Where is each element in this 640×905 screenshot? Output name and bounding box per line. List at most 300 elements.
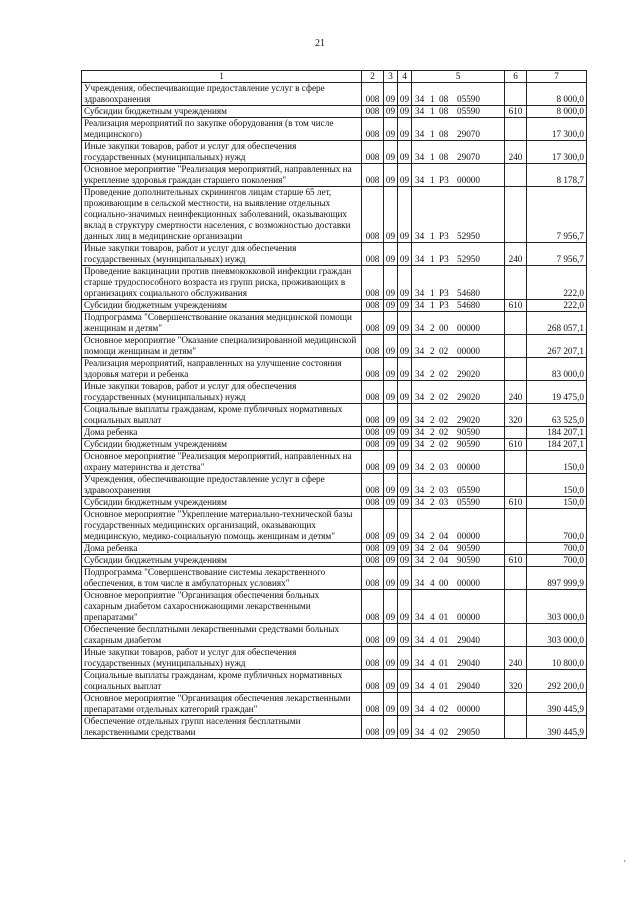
row-target-article-code <box>412 555 505 567</box>
row-name: Учреждения, обеспечивающие предоставление услуг в сфере здравоохранения <box>82 83 362 106</box>
target-article-part: Р3 <box>439 288 449 298</box>
target-article-part: 34 <box>415 531 425 541</box>
row-ministry-code: 008 <box>362 83 384 106</box>
row-name: Обеспечение отдельных групп населения бесплатными лекарственными средствами <box>82 716 362 739</box>
table-header-row <box>82 71 587 83</box>
row-name: Субсидии бюджетным учреждениям <box>82 300 362 312</box>
target-article-part: 4 <box>430 727 435 737</box>
row-expense-type-code <box>505 590 527 624</box>
target-article-part: 34 <box>415 727 425 737</box>
scan-mark: , <box>623 853 626 863</box>
row-name: Субсидии бюджетным учреждениям <box>82 106 362 118</box>
row-amount: 8 000,0 <box>527 83 587 106</box>
row-amount: 268 057,1 <box>527 312 587 335</box>
target-article-part: 01 <box>439 635 449 645</box>
row-amount: 267 207,1 <box>527 335 587 358</box>
row-subsection-code: 09 <box>398 335 412 358</box>
row-subsection-code: 09 <box>398 693 412 716</box>
target-article-part: Р3 <box>439 175 449 185</box>
target-article-part: 54680 <box>457 288 480 298</box>
target-article-part: 34 <box>415 106 425 116</box>
table-row <box>82 141 587 164</box>
target-article-part: 00000 <box>457 612 480 622</box>
target-article-part: 34 <box>415 129 425 139</box>
target-article-part: 34 <box>415 612 425 622</box>
row-name: Основное мероприятие "Организация обеспечения больных сахарным диабетом сахароснижающими лекарственными препаратами" <box>82 590 362 624</box>
row-target-article-code <box>412 187 505 243</box>
target-article-part: 2 <box>430 462 435 472</box>
target-article-part: 29040 <box>457 635 480 645</box>
target-article-part: 34 <box>415 346 425 356</box>
row-name: Учреждения, обеспечивающие предоставление услуг в сфере здравоохранения <box>82 474 362 497</box>
target-article-part: 01 <box>439 658 449 668</box>
target-article-part: 54680 <box>457 300 480 310</box>
target-article-part: 00000 <box>457 462 480 472</box>
target-article-part: 4 <box>430 658 435 668</box>
row-target-article-code <box>412 300 505 312</box>
row-section-code: 09 <box>384 404 398 427</box>
row-ministry-code: 008 <box>362 647 384 670</box>
table-row <box>82 543 587 555</box>
row-amount: 292 200,0 <box>527 670 587 693</box>
target-article-part: 29050 <box>457 727 480 737</box>
row-subsection-code: 09 <box>398 647 412 670</box>
table-row <box>82 509 587 543</box>
target-article-part: 90590 <box>457 427 480 437</box>
row-subsection-code: 09 <box>398 567 412 590</box>
row-amount: 700,0 <box>527 509 587 543</box>
row-amount: 150,0 <box>527 451 587 474</box>
row-target-article-code <box>412 624 505 647</box>
target-article-part: 34 <box>415 323 425 333</box>
table-row <box>82 266 587 300</box>
target-article-part: 1 <box>430 106 435 116</box>
target-article-part: 1 <box>430 129 435 139</box>
row-expense-type-code: 610 <box>505 439 527 451</box>
row-section-code: 09 <box>384 266 398 300</box>
row-ministry-code: 008 <box>362 670 384 693</box>
row-amount: 150,0 <box>527 474 587 497</box>
table-body <box>82 83 587 739</box>
row-ministry-code: 008 <box>362 312 384 335</box>
row-subsection-code: 09 <box>398 164 412 187</box>
row-amount: 897 999,9 <box>527 567 587 590</box>
target-article-part: 1 <box>430 254 435 264</box>
row-ministry-code: 008 <box>362 164 384 187</box>
row-target-article-code <box>412 567 505 590</box>
row-amount: 150,0 <box>527 497 587 509</box>
row-amount: 184 207,1 <box>527 439 587 451</box>
target-article-part: 34 <box>415 175 425 185</box>
row-expense-type-code <box>505 83 527 106</box>
target-article-part: 00000 <box>457 704 480 714</box>
row-ministry-code: 008 <box>362 118 384 141</box>
table-row <box>82 716 587 739</box>
target-article-part: 34 <box>415 439 425 449</box>
target-article-part: 34 <box>415 231 425 241</box>
target-article-part: 2 <box>430 543 435 553</box>
row-target-article-code <box>412 670 505 693</box>
row-subsection-code: 09 <box>398 451 412 474</box>
row-subsection-code: 09 <box>398 439 412 451</box>
target-article-part: 01 <box>439 612 449 622</box>
row-subsection-code: 09 <box>398 106 412 118</box>
row-amount: 390 445,9 <box>527 716 587 739</box>
table-row <box>82 300 587 312</box>
target-article-part: 01 <box>439 681 449 691</box>
row-amount: 17 300,0 <box>527 118 587 141</box>
target-article-part: 02 <box>439 346 449 356</box>
target-article-part: 04 <box>439 543 449 553</box>
row-ministry-code: 008 <box>362 567 384 590</box>
row-name: Субсидии бюджетным учреждениям <box>82 439 362 451</box>
row-expense-type-code: 240 <box>505 381 527 404</box>
target-article-part: 2 <box>430 531 435 541</box>
row-target-article-code <box>412 439 505 451</box>
row-target-article-code <box>412 716 505 739</box>
row-expense-type-code <box>505 118 527 141</box>
page-number: 21 <box>315 38 325 49</box>
row-subsection-code: 09 <box>398 187 412 243</box>
row-expense-type-code <box>505 509 527 543</box>
row-expense-type-code <box>505 312 527 335</box>
table-row <box>82 567 587 590</box>
row-expense-type-code <box>505 427 527 439</box>
target-article-part: 00 <box>439 578 449 588</box>
row-section-code: 09 <box>384 693 398 716</box>
row-subsection-code: 09 <box>398 300 412 312</box>
target-article-part: 4 <box>430 681 435 691</box>
row-name: Субсидии бюджетным учреждениям <box>82 555 362 567</box>
row-amount: 184 207,1 <box>527 427 587 439</box>
table-row <box>82 358 587 381</box>
row-target-article-code <box>412 243 505 266</box>
target-article-part: 90590 <box>457 439 480 449</box>
row-section-code: 09 <box>384 106 398 118</box>
row-amount: 222,0 <box>527 266 587 300</box>
row-expense-type-code <box>505 567 527 590</box>
row-subsection-code: 09 <box>398 670 412 693</box>
row-expense-type-code: 610 <box>505 555 527 567</box>
row-target-article-code <box>412 358 505 381</box>
row-subsection-code: 09 <box>398 497 412 509</box>
row-target-article-code <box>412 693 505 716</box>
row-subsection-code: 09 <box>398 624 412 647</box>
row-target-article-code <box>412 381 505 404</box>
row-name: Основное мероприятие "Организация обеспечения лекарственными препаратами отдельных категорий граждан" <box>82 693 362 716</box>
target-article-part: 05590 <box>457 485 480 495</box>
row-ministry-code: 008 <box>362 404 384 427</box>
row-subsection-code: 09 <box>398 243 412 266</box>
row-section-code: 09 <box>384 243 398 266</box>
target-article-part: 52950 <box>457 231 480 241</box>
row-amount: 303 000,0 <box>527 590 587 624</box>
row-target-article-code <box>412 404 505 427</box>
table-row <box>82 555 587 567</box>
row-expense-type-code: 320 <box>505 404 527 427</box>
row-section-code: 09 <box>384 624 398 647</box>
target-article-part: 34 <box>415 497 425 507</box>
row-amount: 8 178,7 <box>527 164 587 187</box>
row-amount: 63 525,0 <box>527 404 587 427</box>
row-name: Дома ребенка <box>82 543 362 555</box>
target-article-part: 08 <box>439 129 449 139</box>
row-expense-type-code: 240 <box>505 243 527 266</box>
target-article-part: 34 <box>415 392 425 402</box>
row-expense-type-code <box>505 474 527 497</box>
target-article-part: 03 <box>439 497 449 507</box>
table-row <box>82 427 587 439</box>
row-section-code: 09 <box>384 647 398 670</box>
target-article-part: 04 <box>439 555 449 565</box>
row-ministry-code: 008 <box>362 381 384 404</box>
row-ministry-code: 008 <box>362 716 384 739</box>
row-subsection-code: 09 <box>398 312 412 335</box>
target-article-part: 90590 <box>457 555 480 565</box>
table-row <box>82 693 587 716</box>
row-ministry-code: 008 <box>362 300 384 312</box>
target-article-part: 05590 <box>457 106 480 116</box>
target-article-part: 29070 <box>457 129 480 139</box>
row-subsection-code: 09 <box>398 543 412 555</box>
target-article-part: 2 <box>430 485 435 495</box>
header-cell: 4 <box>398 71 412 83</box>
row-subsection-code: 09 <box>398 83 412 106</box>
target-article-part: 34 <box>415 427 425 437</box>
target-article-part: 29040 <box>457 658 480 668</box>
row-section-code: 09 <box>384 567 398 590</box>
target-article-part: 03 <box>439 485 449 495</box>
row-target-article-code <box>412 164 505 187</box>
target-article-part: 1 <box>430 231 435 241</box>
row-ministry-code: 008 <box>362 451 384 474</box>
row-ministry-code: 008 <box>362 624 384 647</box>
row-target-article-code <box>412 427 505 439</box>
target-article-part: 90590 <box>457 543 480 553</box>
row-expense-type-code <box>505 543 527 555</box>
row-expense-type-code: 240 <box>505 647 527 670</box>
target-article-part: 34 <box>415 578 425 588</box>
row-ministry-code: 008 <box>362 266 384 300</box>
table-row <box>82 451 587 474</box>
row-subsection-code: 09 <box>398 716 412 739</box>
row-expense-type-code: 610 <box>505 300 527 312</box>
row-subsection-code: 09 <box>398 474 412 497</box>
row-name: Дома ребенка <box>82 427 362 439</box>
row-expense-type-code <box>505 187 527 243</box>
row-section-code: 09 <box>384 439 398 451</box>
row-amount: 700,0 <box>527 543 587 555</box>
target-article-part: 34 <box>415 485 425 495</box>
target-article-part: 02 <box>439 727 449 737</box>
row-name: Реализация мероприятий по закупке оборудования (в том числе медицинского) <box>82 118 362 141</box>
row-target-article-code <box>412 497 505 509</box>
target-article-part: 00000 <box>457 578 480 588</box>
target-article-part: 4 <box>430 635 435 645</box>
row-name: Иные закупки товаров, работ и услуг для обеспечения государственных (муниципальных) нужд <box>82 243 362 266</box>
row-name: Проведение вакцинации против пневмококковой инфекции граждан старше трудоспособного возраста из групп риска, проживающих в организациях социального обслуживания <box>82 266 362 300</box>
row-section-code: 09 <box>384 164 398 187</box>
target-article-part: 04 <box>439 531 449 541</box>
target-article-part: 02 <box>439 392 449 402</box>
target-article-part: Р3 <box>439 254 449 264</box>
table-row <box>82 335 587 358</box>
target-article-part: 29040 <box>457 681 480 691</box>
target-article-part: 34 <box>415 152 425 162</box>
row-target-article-code <box>412 451 505 474</box>
row-ministry-code: 008 <box>362 474 384 497</box>
header-cell: 6 <box>505 71 527 83</box>
target-article-part: 1 <box>430 152 435 162</box>
table-row <box>82 474 587 497</box>
table-row <box>82 83 587 106</box>
row-amount: 700,0 <box>527 555 587 567</box>
row-section-code: 09 <box>384 474 398 497</box>
row-name: Иные закупки товаров, работ и услуг для обеспечения государственных (муниципальных) нужд <box>82 141 362 164</box>
row-amount: 10 800,0 <box>527 647 587 670</box>
row-section-code: 09 <box>384 335 398 358</box>
target-article-part: 00 <box>439 323 449 333</box>
row-section-code: 09 <box>384 716 398 739</box>
row-ministry-code: 008 <box>362 509 384 543</box>
row-subsection-code: 09 <box>398 427 412 439</box>
row-ministry-code: 008 <box>362 427 384 439</box>
target-article-part: 34 <box>415 658 425 668</box>
target-article-part: 52950 <box>457 254 480 264</box>
target-article-part: 08 <box>439 106 449 116</box>
target-article-part: 00000 <box>457 175 480 185</box>
row-amount: 7 956,7 <box>527 243 587 266</box>
target-article-part: 2 <box>430 427 435 437</box>
row-section-code: 09 <box>384 83 398 106</box>
row-name: Проведение дополнительных скринингов лицам старше 65 лет, проживающим в сельской местности, на выявление отдельных социально-значимых неинфекционных заболеваний, оказывающих вклад в структуру смертности населения, с возможностью доставки данных лиц в медицинские организации <box>82 187 362 243</box>
target-article-part: Р3 <box>439 231 449 241</box>
row-section-code: 09 <box>384 187 398 243</box>
header-cell: 7 <box>527 71 587 83</box>
row-subsection-code: 09 <box>398 118 412 141</box>
target-article-part: 08 <box>439 152 449 162</box>
target-article-part: 2 <box>430 439 435 449</box>
target-article-part: 29020 <box>457 369 480 379</box>
row-ministry-code: 008 <box>362 497 384 509</box>
table-row <box>82 647 587 670</box>
row-amount: 17 300,0 <box>527 141 587 164</box>
row-subsection-code: 09 <box>398 555 412 567</box>
row-name: Подпрограмма "Совершенствование системы лекарственного обеспечения, в том числе в амбулаторных условиях" <box>82 567 362 590</box>
target-article-part: 34 <box>415 555 425 565</box>
row-name: Реализация мероприятий, направленных на улучшение состояния здоровья матери и ребенка <box>82 358 362 381</box>
table-row <box>82 164 587 187</box>
target-article-part: 2 <box>430 323 435 333</box>
row-section-code: 09 <box>384 381 398 404</box>
target-article-part: 00000 <box>457 531 480 541</box>
row-ministry-code: 008 <box>362 693 384 716</box>
row-name: Обеспечение бесплатными лекарственными средствами больных сахарным диабетом <box>82 624 362 647</box>
target-article-part: 4 <box>430 578 435 588</box>
row-section-code: 09 <box>384 451 398 474</box>
row-target-article-code <box>412 83 505 106</box>
table-row <box>82 187 587 243</box>
row-target-article-code <box>412 335 505 358</box>
row-expense-type-code: 320 <box>505 670 527 693</box>
row-subsection-code: 09 <box>398 381 412 404</box>
row-name: Социальные выплаты гражданам, кроме публичных нормативных социальных выплат <box>82 404 362 427</box>
table-row <box>82 118 587 141</box>
table-row <box>82 497 587 509</box>
row-target-article-code <box>412 509 505 543</box>
row-amount: 83 000,0 <box>527 358 587 381</box>
table-row <box>82 106 587 118</box>
table-row <box>82 243 587 266</box>
row-ministry-code: 008 <box>362 358 384 381</box>
row-section-code: 09 <box>384 555 398 567</box>
row-subsection-code: 09 <box>398 509 412 543</box>
header-cell: 2 <box>362 71 384 83</box>
target-article-part: 29020 <box>457 392 480 402</box>
row-name: Основное мероприятие "Укрепление материально-технической базы государственных медицинских организаций, оказывающих медицинскую, медико-социальную помощь женщинам и детям" <box>82 509 362 543</box>
target-article-part: 2 <box>430 555 435 565</box>
row-ministry-code: 008 <box>362 106 384 118</box>
row-expense-type-code <box>505 358 527 381</box>
row-section-code: 09 <box>384 509 398 543</box>
target-article-part: 05590 <box>457 497 480 507</box>
target-article-part: 34 <box>415 415 425 425</box>
row-amount: 303 000,0 <box>527 624 587 647</box>
row-expense-type-code: 610 <box>505 497 527 509</box>
row-target-article-code <box>412 266 505 300</box>
row-amount: 222,0 <box>527 300 587 312</box>
row-expense-type-code <box>505 624 527 647</box>
row-ministry-code: 008 <box>362 555 384 567</box>
table-row <box>82 670 587 693</box>
row-target-article-code <box>412 141 505 164</box>
target-article-part: 03 <box>439 462 449 472</box>
row-section-code: 09 <box>384 427 398 439</box>
row-expense-type-code <box>505 164 527 187</box>
header-cell: 1 <box>82 71 362 83</box>
target-article-part: 1 <box>430 288 435 298</box>
row-section-code: 09 <box>384 590 398 624</box>
row-ministry-code: 008 <box>362 335 384 358</box>
row-amount: 390 445,9 <box>527 693 587 716</box>
row-name: Основное мероприятие "Реализация мероприятий, направленных на укрепление здоровья граждан старшего поколения" <box>82 164 362 187</box>
target-article-part: 02 <box>439 439 449 449</box>
row-section-code: 09 <box>384 358 398 381</box>
row-ministry-code: 008 <box>362 141 384 164</box>
row-target-article-code <box>412 312 505 335</box>
target-article-part: 02 <box>439 704 449 714</box>
target-article-part: Р3 <box>439 300 449 310</box>
row-name: Основное мероприятие "Оказание специализированной медицинской помощи женщинам и детям" <box>82 335 362 358</box>
header-cell: 3 <box>384 71 398 83</box>
table-row <box>82 312 587 335</box>
target-article-part: 00000 <box>457 323 480 333</box>
target-article-part: 02 <box>439 415 449 425</box>
row-name: Социальные выплаты гражданам, кроме публичных нормативных социальных выплат <box>82 670 362 693</box>
row-subsection-code: 09 <box>398 404 412 427</box>
row-section-code: 09 <box>384 543 398 555</box>
row-subsection-code: 09 <box>398 141 412 164</box>
target-article-part: 00000 <box>457 346 480 356</box>
row-name: Основное мероприятие "Реализация мероприятий, направленных на охрану материнства и детства" <box>82 451 362 474</box>
table-row <box>82 624 587 647</box>
row-expense-type-code <box>505 693 527 716</box>
target-article-part: 02 <box>439 369 449 379</box>
target-article-part: 34 <box>415 543 425 553</box>
row-section-code: 09 <box>384 118 398 141</box>
target-article-part: 02 <box>439 427 449 437</box>
target-article-part: 34 <box>415 94 425 104</box>
